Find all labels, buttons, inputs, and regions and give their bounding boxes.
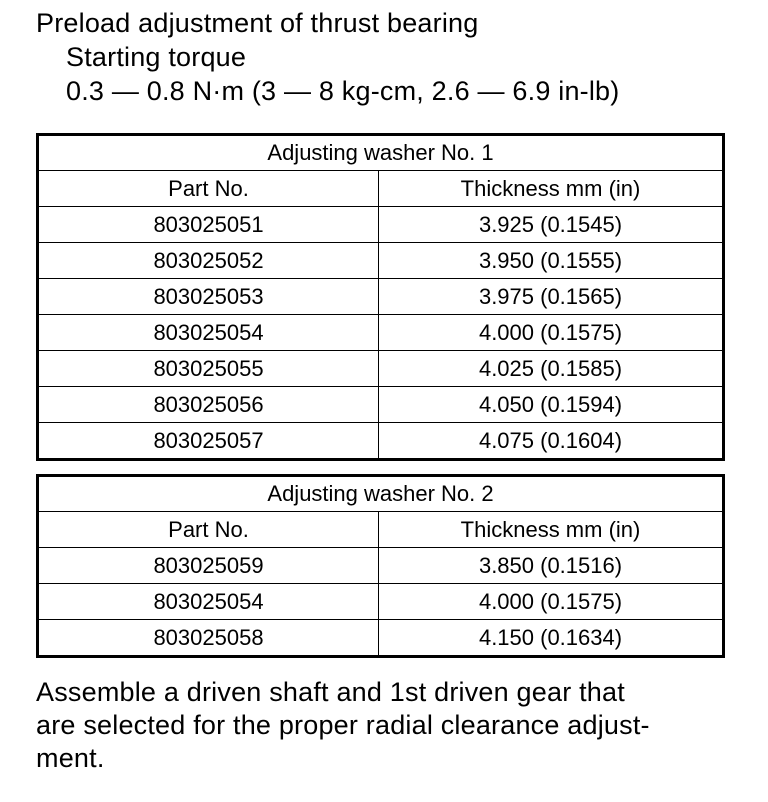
table-title: Adjusting washer No. 2 xyxy=(38,476,724,512)
part-number-cell: 803025054 xyxy=(38,584,379,620)
table-row xyxy=(38,315,724,351)
heading-title: Preload adjustment of thrust bearing xyxy=(36,8,479,38)
part-number-cell: 803025059 xyxy=(38,548,379,584)
part-number-cell: 803025058 xyxy=(38,620,379,657)
part-number-cell: 803025052 xyxy=(38,243,379,279)
part-number-cell: 803025053 xyxy=(38,279,379,315)
thickness-cell: 3.950 (0.1555) xyxy=(379,243,724,279)
thickness-cell: 4.050 (0.1594) xyxy=(379,387,724,423)
table-row xyxy=(38,207,724,243)
column-header-part: Part No. xyxy=(38,512,379,548)
table-row xyxy=(38,279,724,315)
part-number-cell: 803025055 xyxy=(38,351,379,387)
table-row xyxy=(38,423,724,460)
table-title-row xyxy=(38,476,724,512)
table-header-row xyxy=(38,171,724,207)
thickness-cell: 3.975 (0.1565) xyxy=(379,279,724,315)
part-number-cell: 803025051 xyxy=(38,207,379,243)
assembly-instruction xyxy=(36,676,736,775)
table-row xyxy=(38,584,724,620)
heading-subtitle: Starting torque xyxy=(66,42,247,72)
thickness-cell: 4.025 (0.1585) xyxy=(379,351,724,387)
instruction-line: ment. xyxy=(36,743,105,773)
table-row xyxy=(38,548,724,584)
column-header-thickness: Thickness mm (in) xyxy=(379,171,724,207)
instruction-line: are selected for the proper radial clearance adjust- xyxy=(36,710,650,740)
washer-table-2 xyxy=(36,474,725,658)
torque-spec: 0.3 — 0.8 N·m (3 — 8 kg-cm, 2.6 — 6.9 in-lb) xyxy=(66,76,620,106)
part-number-cell: 803025056 xyxy=(38,387,379,423)
table-row xyxy=(38,620,724,657)
thickness-cell: 4.000 (0.1575) xyxy=(379,315,724,351)
washer-table-1 xyxy=(36,133,725,461)
table-title: Adjusting washer No. 1 xyxy=(38,135,724,171)
table-header-row xyxy=(38,512,724,548)
part-number-cell: 803025057 xyxy=(38,423,379,460)
section-heading xyxy=(36,6,619,108)
thickness-cell: 3.925 (0.1545) xyxy=(379,207,724,243)
thickness-cell: 3.850 (0.1516) xyxy=(379,548,724,584)
part-number-cell: 803025054 xyxy=(38,315,379,351)
table-title-row xyxy=(38,135,724,171)
column-header-part: Part No. xyxy=(38,171,379,207)
thickness-cell: 4.075 (0.1604) xyxy=(379,423,724,460)
instruction-line: Assemble a driven shaft and 1st driven gear that xyxy=(36,677,625,707)
table-row xyxy=(38,387,724,423)
thickness-cell: 4.150 (0.1634) xyxy=(379,620,724,657)
table-row xyxy=(38,243,724,279)
column-header-thickness: Thickness mm (in) xyxy=(379,512,724,548)
thickness-cell: 4.000 (0.1575) xyxy=(379,584,724,620)
table-row xyxy=(38,351,724,387)
